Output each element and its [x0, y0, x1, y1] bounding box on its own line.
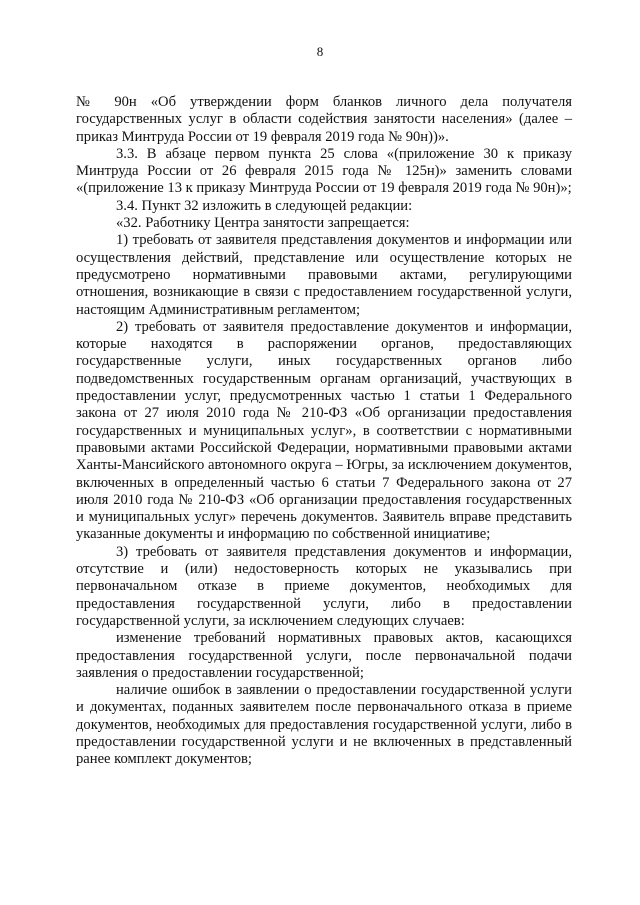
paragraph-3-4: 3.4. Пункт 32 изложить в следующей редакции: — [116, 197, 413, 214]
paragraph-3-3: 3.3. В абзаце первом пункта 25 слова «(приложение 30 к приказу Минтруда России от 26 февраля 2015 года № 125н)» заменить словами «(приложение 13 к приказу Минтруда России от 19 февраля 2019 года № 90н)»; — [76, 145, 572, 197]
paragraph-exception-2: наличие ошибок в заявлении о предоставлении государственной услуги и документах, поданных заявителем после первоначального отказа в приеме документов, необходимых для предоставления государственной услуги, либо в предоставлении государственной услуги и не включенных в представленный ранее комплект документов; — [76, 682, 572, 768]
paragraph-32-intro: «32. Работнику Центра занятости запрещается: — [116, 215, 410, 232]
page-number: 8 — [316, 44, 324, 59]
paragraph-continuation: № 90н «Об утверждении форм бланков личного дела получателя государственных услуг в области содействия занятости населения» (далее – приказ Минтруда России от 19 февраля 2019 года № 90н))». — [76, 94, 572, 145]
paragraph-exception-1: изменение требований нормативных правовых актов, касающихся предоставления государственной услуги, после первоначальной подачи заявления о предоставлении государственной; — [76, 630, 572, 681]
paragraph-item-1: 1) требовать от заявителя представления документов и информации или осуществления действий, представление или осуществление которых не предусмотрено нормативными правовыми актами, регулирующими отношения, возникающие в связи с предоставлением государственной услуги, настоящим Административным регламентом; — [76, 232, 572, 318]
document-body — [76, 94, 572, 769]
paragraph-item-3: 3) требовать от заявителя представления документов и информации, отсутствие и (или) недостоверность которых не указывались при первоначальном отказе в приеме документов, необходимых для предоставления государственной услуги, либо в предоставлении государственной услуги, за исключением следующих случаев: — [76, 543, 572, 629]
paragraph-item-2: 2) требовать от заявителя предоставление документов и информации, которые находятся в распоряжении органов, предоставляющих государственные услуги, иных государственных органов либо подведомственных государственным органам организаций, участвующих в предоставлении услуг, предусмотренных частью 1 статьи 1 Федерального закона от 27 июля 2010 года № 210-ФЗ «Об организации предоставления государственных и муниципальных услуг», в соответствии с нормативными правовыми актами Российской Федерации, нормативными правовыми актами Ханты-Мансийского автономного округа – Югры, за исключением документов, включенных в определенный частью 6 статьи 7 Федерального закона от 27 июля 2010 года № 210-ФЗ «Об организации предоставления государственных и муниципальных услуг» перечень документов. Заявитель вправе представить указанные документы и информацию по собственной инициативе; — [76, 318, 572, 543]
